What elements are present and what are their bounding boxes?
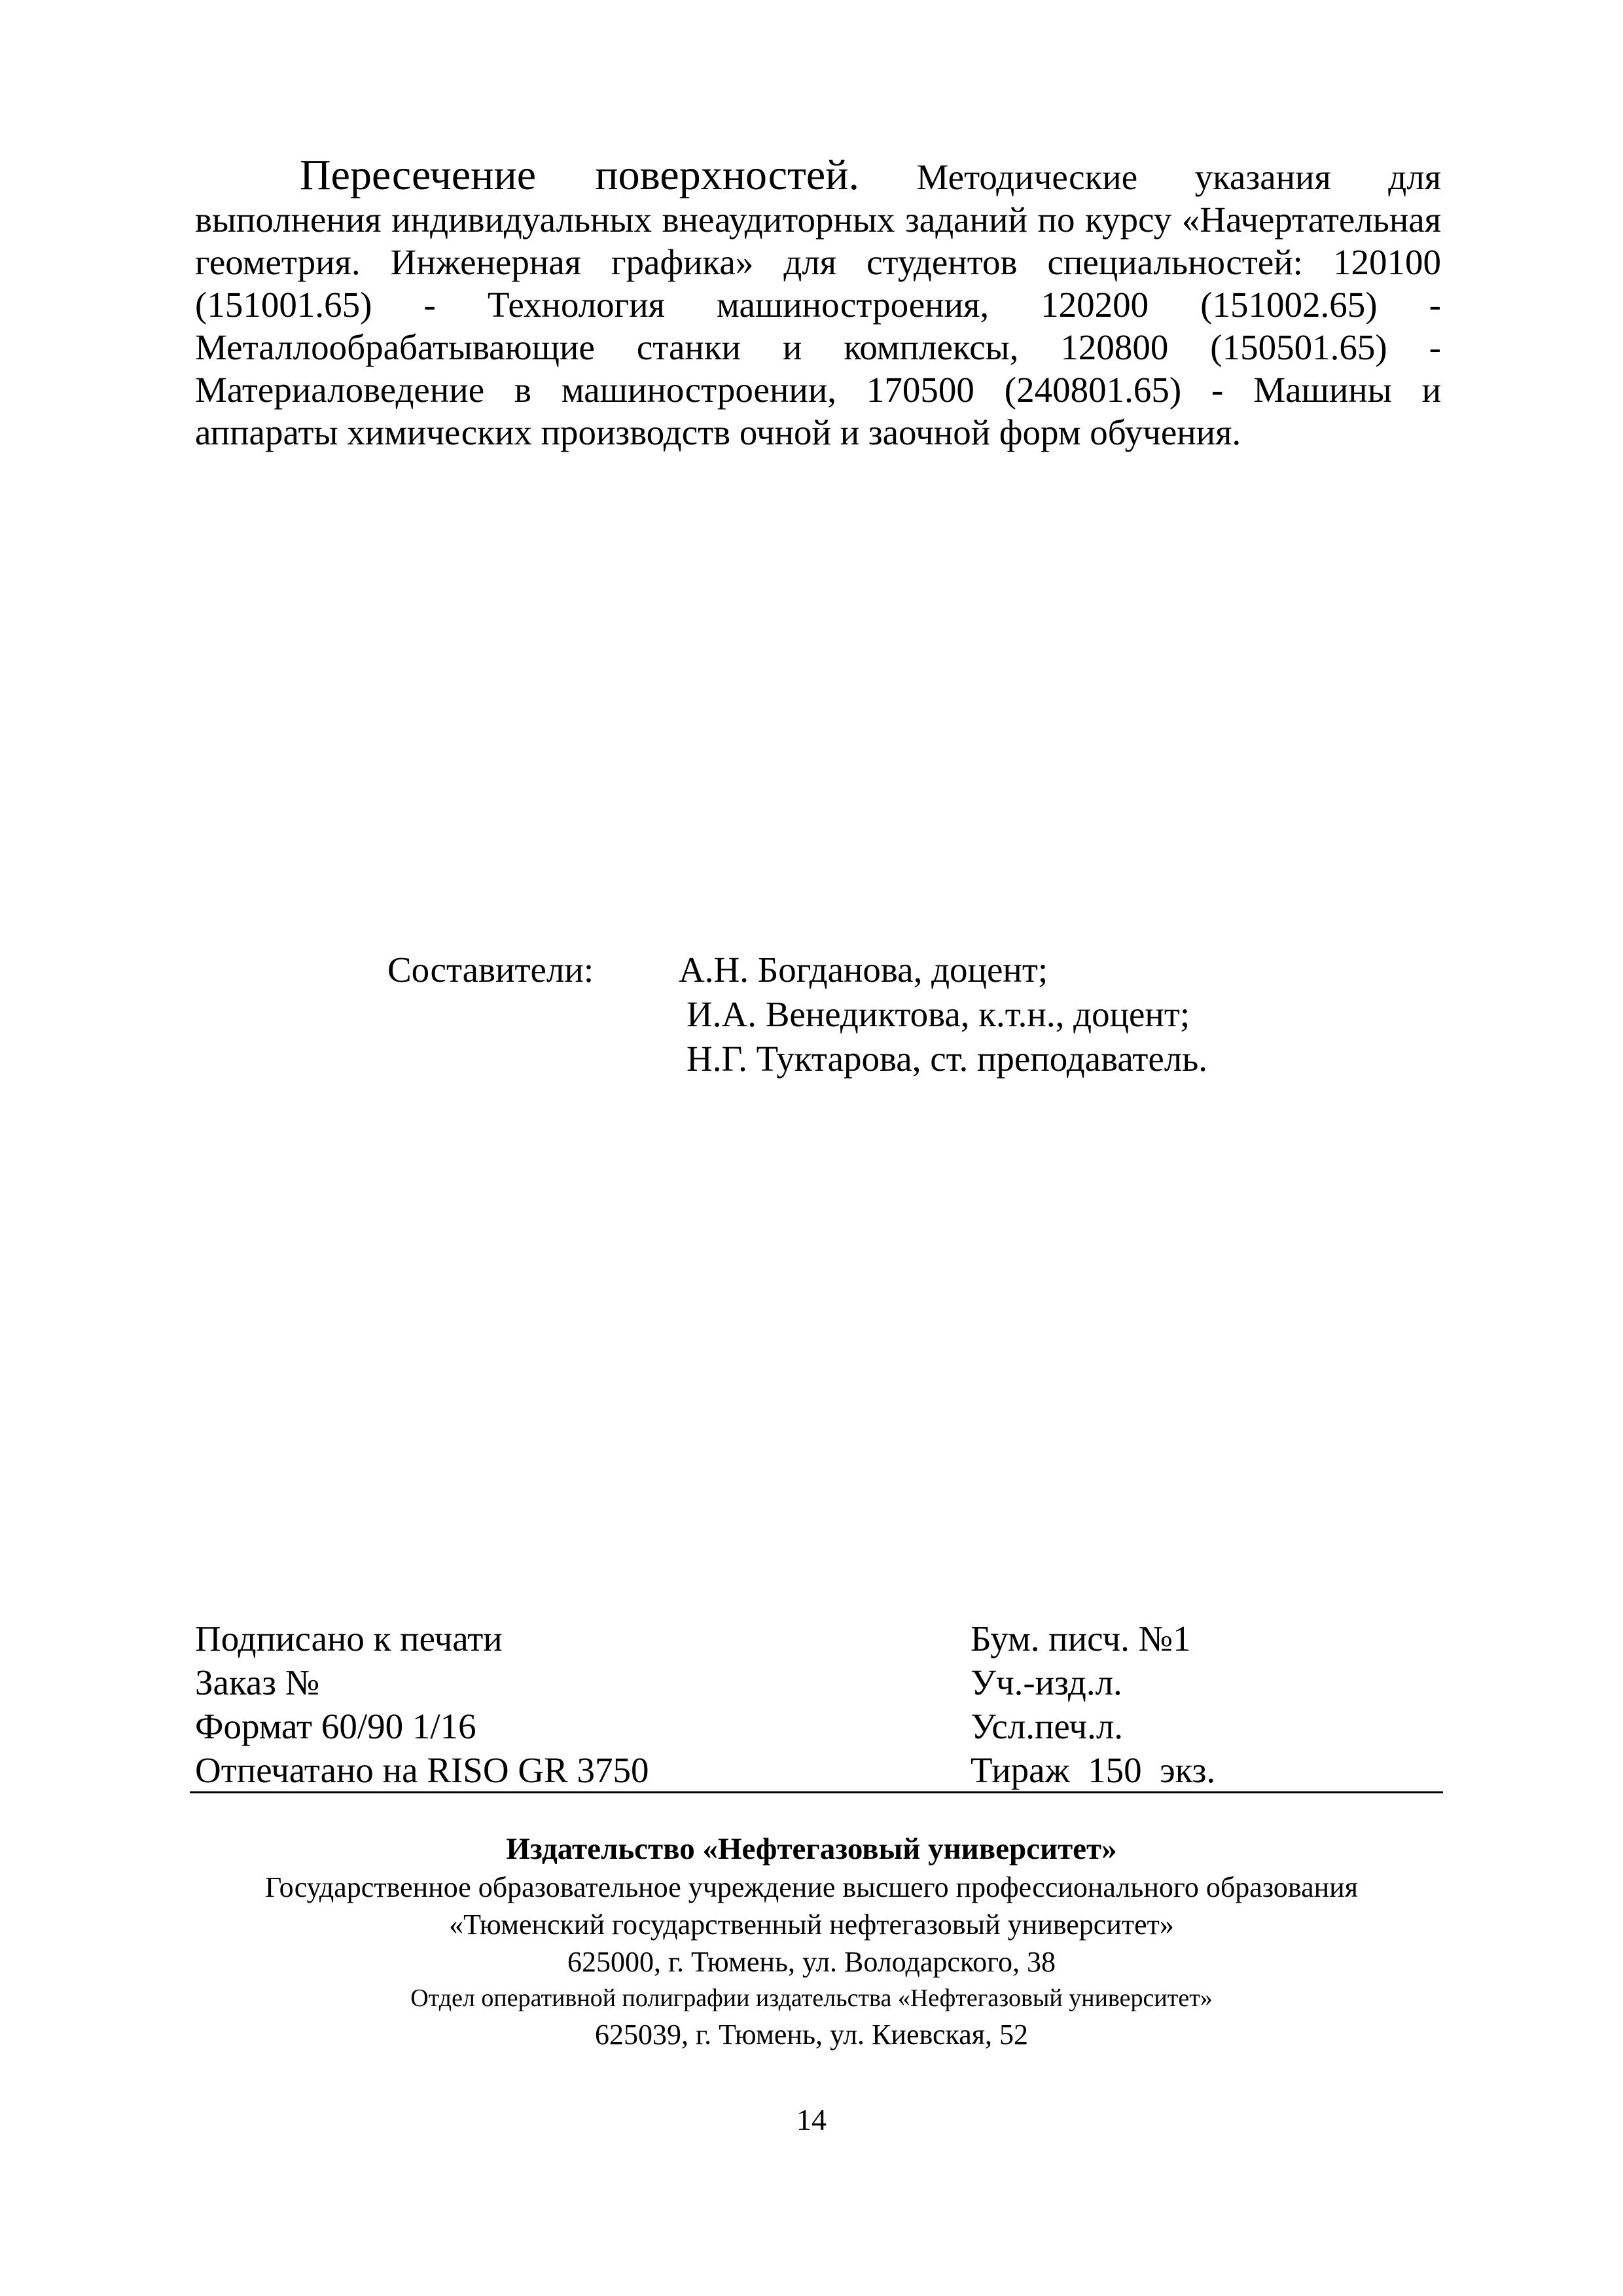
authors-list (679, 948, 1207, 1081)
page-number: 14 (796, 2103, 827, 2136)
publisher-department: Отдел оперативной полиграфии издательства «Нефтегазовый университет» (410, 1984, 1213, 2012)
imprint-printed-on: Отпечатано на RISO GR 3750 (195, 1750, 649, 1790)
document-title: Пересечение поверхностей. (300, 151, 859, 199)
imprint-signed-to-print: Подписано к печати (195, 1619, 503, 1659)
imprint-order-number: Заказ № (195, 1662, 320, 1702)
author-name: И.А. Венедиктова, к.т.н., доцент; (687, 994, 1190, 1034)
imprint-print-run: Тираж 150 экз. (971, 1750, 1216, 1790)
imprint-paper: Бум. писч. №1 (971, 1619, 1191, 1659)
author-name: Н.Г. Туктарова, ст. преподаватель. (687, 1039, 1208, 1079)
publisher-department-address: 625039, г. Тюмень, ул. Киевская, 52 (594, 2018, 1029, 2051)
imprint-block (195, 1617, 1441, 1793)
imprint-printed-sheets: Усл.печ.л. (971, 1706, 1124, 1746)
authors-label: Составители: (387, 950, 594, 990)
publisher-address: 625000, г. Тюмень, ул. Володарского, 38 (567, 1946, 1056, 1978)
publisher-name: Издательство «Нефтегазовый университет» (506, 1832, 1117, 1866)
imprint-left-column (195, 1617, 649, 1792)
publisher-university: «Тюменский государственный нефтегазовый университет» (449, 1909, 1174, 1941)
publisher-institution: Государственное образовательное учреждение высшего профессионального образования (265, 1871, 1358, 1903)
imprint-right-column (971, 1617, 1215, 1792)
imprint-format: Формат 60/90 1/16 (195, 1706, 476, 1746)
abstract-paragraph (195, 151, 1442, 454)
imprint-publisher-sheets: Уч.-изд.л. (971, 1662, 1122, 1702)
publisher-block (157, 1829, 1466, 2053)
author-name: А.Н. Богданова, доцент; (679, 950, 1048, 990)
abstract-body: Методические указания для выполнения индивидуальных внеаудиторных заданий по курсу «Начертательная геометрия. Инженерная графика» для студентов специальностей: 120100 (151001.65) - Технология машиностроения, 120200 (151002.65) - Металлообрабатывающие станки и комплексы, 120800 (150501.65) - Материаловедение в машиностроении, 170500 (240801.65) - Машины и аппараты химических производств очной и заочной форм обучения. (195, 157, 1442, 452)
imprint-divider (190, 1791, 1443, 1793)
